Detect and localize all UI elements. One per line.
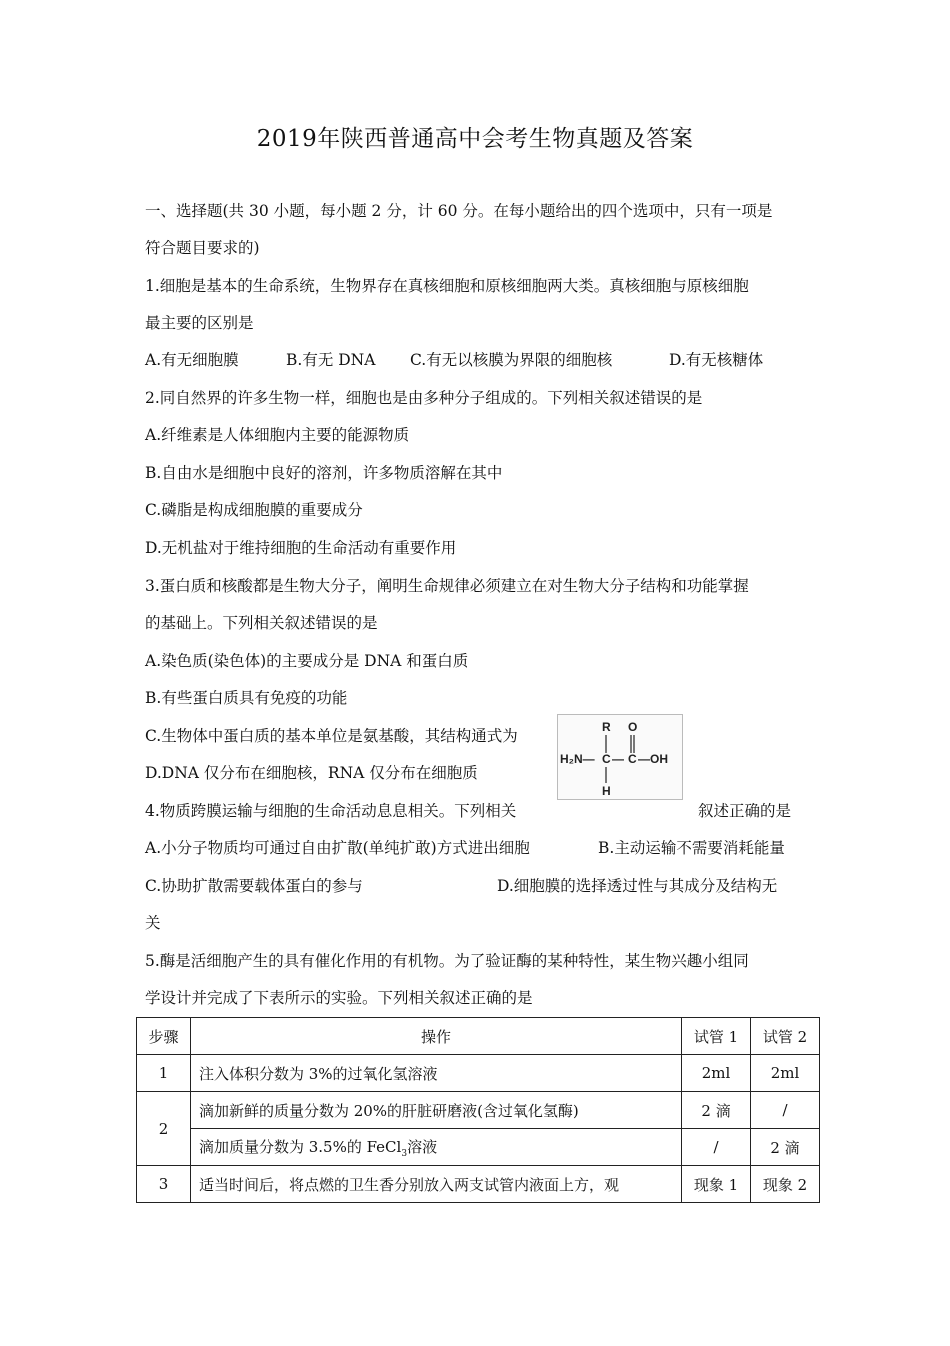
q1-option-b: B.有无 DNA (286, 351, 376, 369)
q1-option-c: C.有无以核膜为界限的细胞核 (410, 351, 613, 369)
q4-stem: 4.物质跨膜运输与细胞的生命活动息息相关。下列相关 (145, 802, 517, 820)
q3-stem: 3.蛋白质和核酸都是生物大分子，阐明生命规律必须建立在对生物大分子结构和功能掌握 (145, 577, 749, 595)
formula-h: H (602, 784, 611, 798)
q3-option-c: C.生物体中蛋白质的基本单位是氨基酸，其结构通式为 (145, 727, 518, 745)
formula-c1: C (602, 752, 611, 766)
cell-step: 3 (137, 1166, 191, 1203)
table-row (137, 1055, 820, 1092)
table-row (137, 1166, 820, 1203)
experiment-table (136, 1017, 820, 1203)
page-title: 2019年陕西普通高中会考生物真题及答案 (256, 126, 694, 152)
header-tube-1: 试管 1 (682, 1018, 751, 1055)
q3-option-d: D.DNA 仅分布在细胞核，RNA 仅分布在细胞质 (145, 764, 478, 782)
cell-tube-1: / (682, 1129, 751, 1166)
q1-stem: 1.细胞是基本的生命系统，生物界存在真核细胞和原核细胞两大类。真核细胞与原核细胞 (145, 277, 749, 295)
q3-option-b: B.有些蛋白质具有免疫的功能 (145, 689, 348, 707)
formula-dash: — (612, 752, 624, 766)
q4-option-b: B.主动运输不需要消耗能量 (598, 839, 785, 857)
q1-option-d: D.有无核糖体 (669, 351, 764, 369)
q2-option-d: D.无机盐对于维持细胞的生命活动有重要作用 (145, 539, 457, 557)
section-instructions-cont: 符合题目要求的) (145, 239, 260, 257)
q2-option-b: B.自由水是细胞中良好的溶剂，许多物质溶解在其中 (145, 464, 503, 482)
formula-r: R (602, 720, 611, 734)
operation-text-end: 溶液 (407, 1137, 438, 1156)
q3-stem-cont: 的基础上。下列相关叙述错误的是 (145, 614, 378, 632)
operation-text: 滴加质量分数为 3.5%的 FeCl (198, 1137, 402, 1156)
q4-option-a: A.小分子物质均可通过自由扩散(单纯扩敢)方式进出细胞 (145, 839, 530, 857)
cell-tube-1: 2ml (682, 1055, 751, 1092)
formula-h2n: H₂N— (560, 752, 595, 766)
q4-option-c: C.协助扩散需要载体蛋白的参与 (145, 877, 363, 895)
q5-stem: 5.酶是活细胞产生的具有催化作用的有机物。为了验证酶的某种特性，某生物兴趣小组同 (145, 952, 749, 970)
q2-option-c: C.磷脂是构成细胞膜的重要成分 (145, 501, 363, 519)
cell-tube-2: 2ml (751, 1055, 820, 1092)
q3-option-a: A.染色质(染色体)的主要成分是 DNA 和蛋白质 (145, 652, 469, 670)
table-header-row (137, 1018, 820, 1055)
table-row (137, 1129, 820, 1166)
q2-stem: 2.同自然界的许多生物一样，细胞也是由多种分子组成的。下列相关叙述错误的是 (145, 389, 703, 407)
cell-operation: 滴加新鲜的质量分数为 20%的肝脏研磨液(含过氧化氢酶) (190, 1092, 681, 1129)
cell-operation: 注入体积分数为 3%的过氧化氢溶液 (190, 1055, 681, 1092)
amino-acid-formula (557, 714, 683, 800)
header-tube-2: 试管 2 (751, 1018, 820, 1055)
q4-option-d: D.细胞膜的选择透过性与其成分及结构无 (497, 877, 778, 895)
cell-operation: 适当时间后，将点燃的卫生香分别放入两支试管内液面上方，观 (190, 1166, 681, 1203)
header-operation: 操作 (190, 1018, 681, 1055)
cell-step: 2 (137, 1092, 191, 1166)
table-row (137, 1092, 820, 1129)
q1-stem-cont: 最主要的区别是 (145, 314, 254, 332)
cell-tube-2: 2 滴 (751, 1129, 820, 1166)
cell-tube-2: / (751, 1092, 820, 1129)
cell-tube-2: 现象 2 (751, 1166, 820, 1203)
formula-o: O (628, 720, 638, 734)
subscript: 3 (401, 1148, 408, 1159)
cell-tube-1: 现象 1 (682, 1166, 751, 1203)
q4-option-d-cont: 关 (145, 914, 161, 932)
q5-stem-cont: 学设计并完成了下表所示的实验。下列相关叙述正确的是 (145, 989, 533, 1007)
section-instructions: 一、选择题(共 30 小题，每小题 2 分，计 60 分。在每小题给出的四个选项中，只有一项是 (145, 202, 773, 220)
cell-step: 1 (137, 1055, 191, 1092)
q4-stem-end: 叙述正确的是 (698, 802, 792, 820)
cell-operation (190, 1129, 681, 1166)
formula-c2: C (628, 752, 637, 766)
header-step: 步骤 (137, 1018, 191, 1055)
q1-option-a: A.有无细胞膜 (145, 351, 239, 369)
cell-tube-1: 2 滴 (682, 1092, 751, 1129)
q2-option-a: A.纤维素是人体细胞内主要的能源物质 (145, 426, 410, 444)
formula-oh: —OH (638, 752, 668, 766)
